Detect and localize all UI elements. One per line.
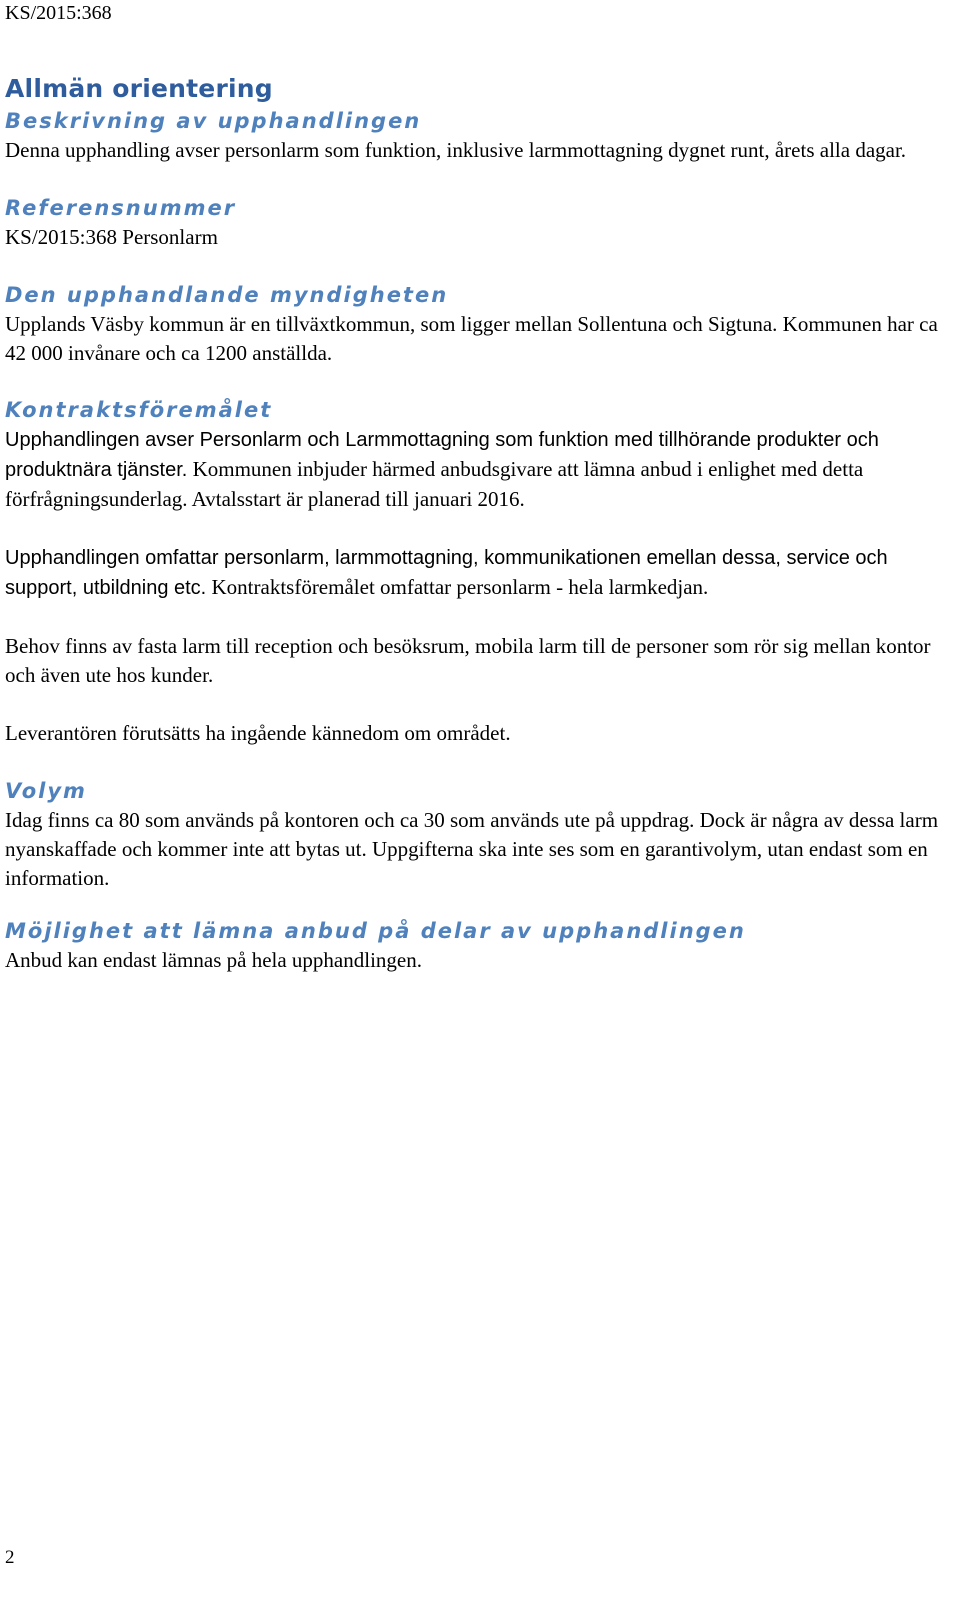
kontrakt-text-part1: Upphandlingen avser Personlarm och Larmmottagning som funktion med tillhörande produkter och produktnära tjänster. [5, 429, 879, 481]
document-reference-header: KS/2015:368 [5, 2, 112, 24]
main-heading: Allmän orientering [5, 74, 273, 103]
section-heading-kontraktsforemalet: Kontraktsföremålet [5, 398, 273, 422]
spacer [5, 165, 950, 193]
section-heading-delar: Möjlighet att lämna anbud på delar av upphandlingen [5, 919, 746, 943]
section-text-myndigheten: Upplands Väsby kommun är en tillväxtkommun, som ligger mellan Sollentuna och Sigtuna. Kommunen har ca 42 000 invånare och ca 1200 anställda. [5, 312, 938, 365]
section-heading-myndigheten: Den upphandlande myndigheten [5, 283, 449, 307]
kontrakt-text-part2: Kommunen inbjuder härmed anbudsgivare att lämna anbud i enlighet med detta förfrågningsunderlag. [5, 457, 864, 511]
spacer [5, 748, 950, 776]
kontrakt-paragraph-3: Behov finns av fasta larm till reception och besöksrum, mobila larm till de personer som rör sig mellan kontor och även ute hos kunder. [5, 634, 931, 687]
section-heading-referensnummer: Referensnummer [5, 196, 237, 220]
spacer [5, 603, 950, 632]
section-text-referensnummer: KS/2015:368 Personlarm [5, 225, 218, 249]
section-text-beskrivning: Denna upphandling avser personlarm som funktion, inklusive larmmottagning dygnet runt, årets alla dagar. [5, 138, 907, 162]
spacer [5, 514, 950, 543]
spacer [5, 893, 950, 916]
page-number: 2 [5, 1547, 15, 1568]
kontrakt-paragraph-4: Leverantören förutsätts ha ingående kännedom om området. [5, 721, 511, 745]
section-text-delar: Anbud kan endast lämnas på hela upphandlingen. [5, 948, 422, 972]
section-heading-beskrivning: Beskrivning av upphandlingen [5, 109, 422, 133]
spacer [5, 690, 950, 719]
kontrakt-paragraph-2-part1: Upphandlingen omfattar personlarm, larmmottagning, kommunikationen emellan dessa, service och support, utbildning etc. [5, 547, 888, 599]
kontrakt-paragraph-2-part2: Kontraktsföremålet omfattar personlarm - hela larmkedjan. [211, 575, 709, 599]
spacer [5, 368, 950, 395]
kontrakt-text-part3: Avtalsstart är planerad till januari 2016. [191, 487, 525, 511]
section-text-kontraktsforemalet [5, 425, 950, 514]
document-body [5, 72, 950, 975]
kontrakt-paragraph-2 [5, 543, 950, 603]
section-text-volym: Idag finns ca 80 som används på kontoren och ca 30 som används ute på uppdrag. Dock är några av dessa larm nyanskaffade och kommer inte att bytas ut. Uppgifterna ska inte ses som en garantivolym, utan endast som en information. [5, 808, 939, 890]
spacer [5, 252, 950, 280]
section-heading-volym: Volym [5, 779, 87, 803]
